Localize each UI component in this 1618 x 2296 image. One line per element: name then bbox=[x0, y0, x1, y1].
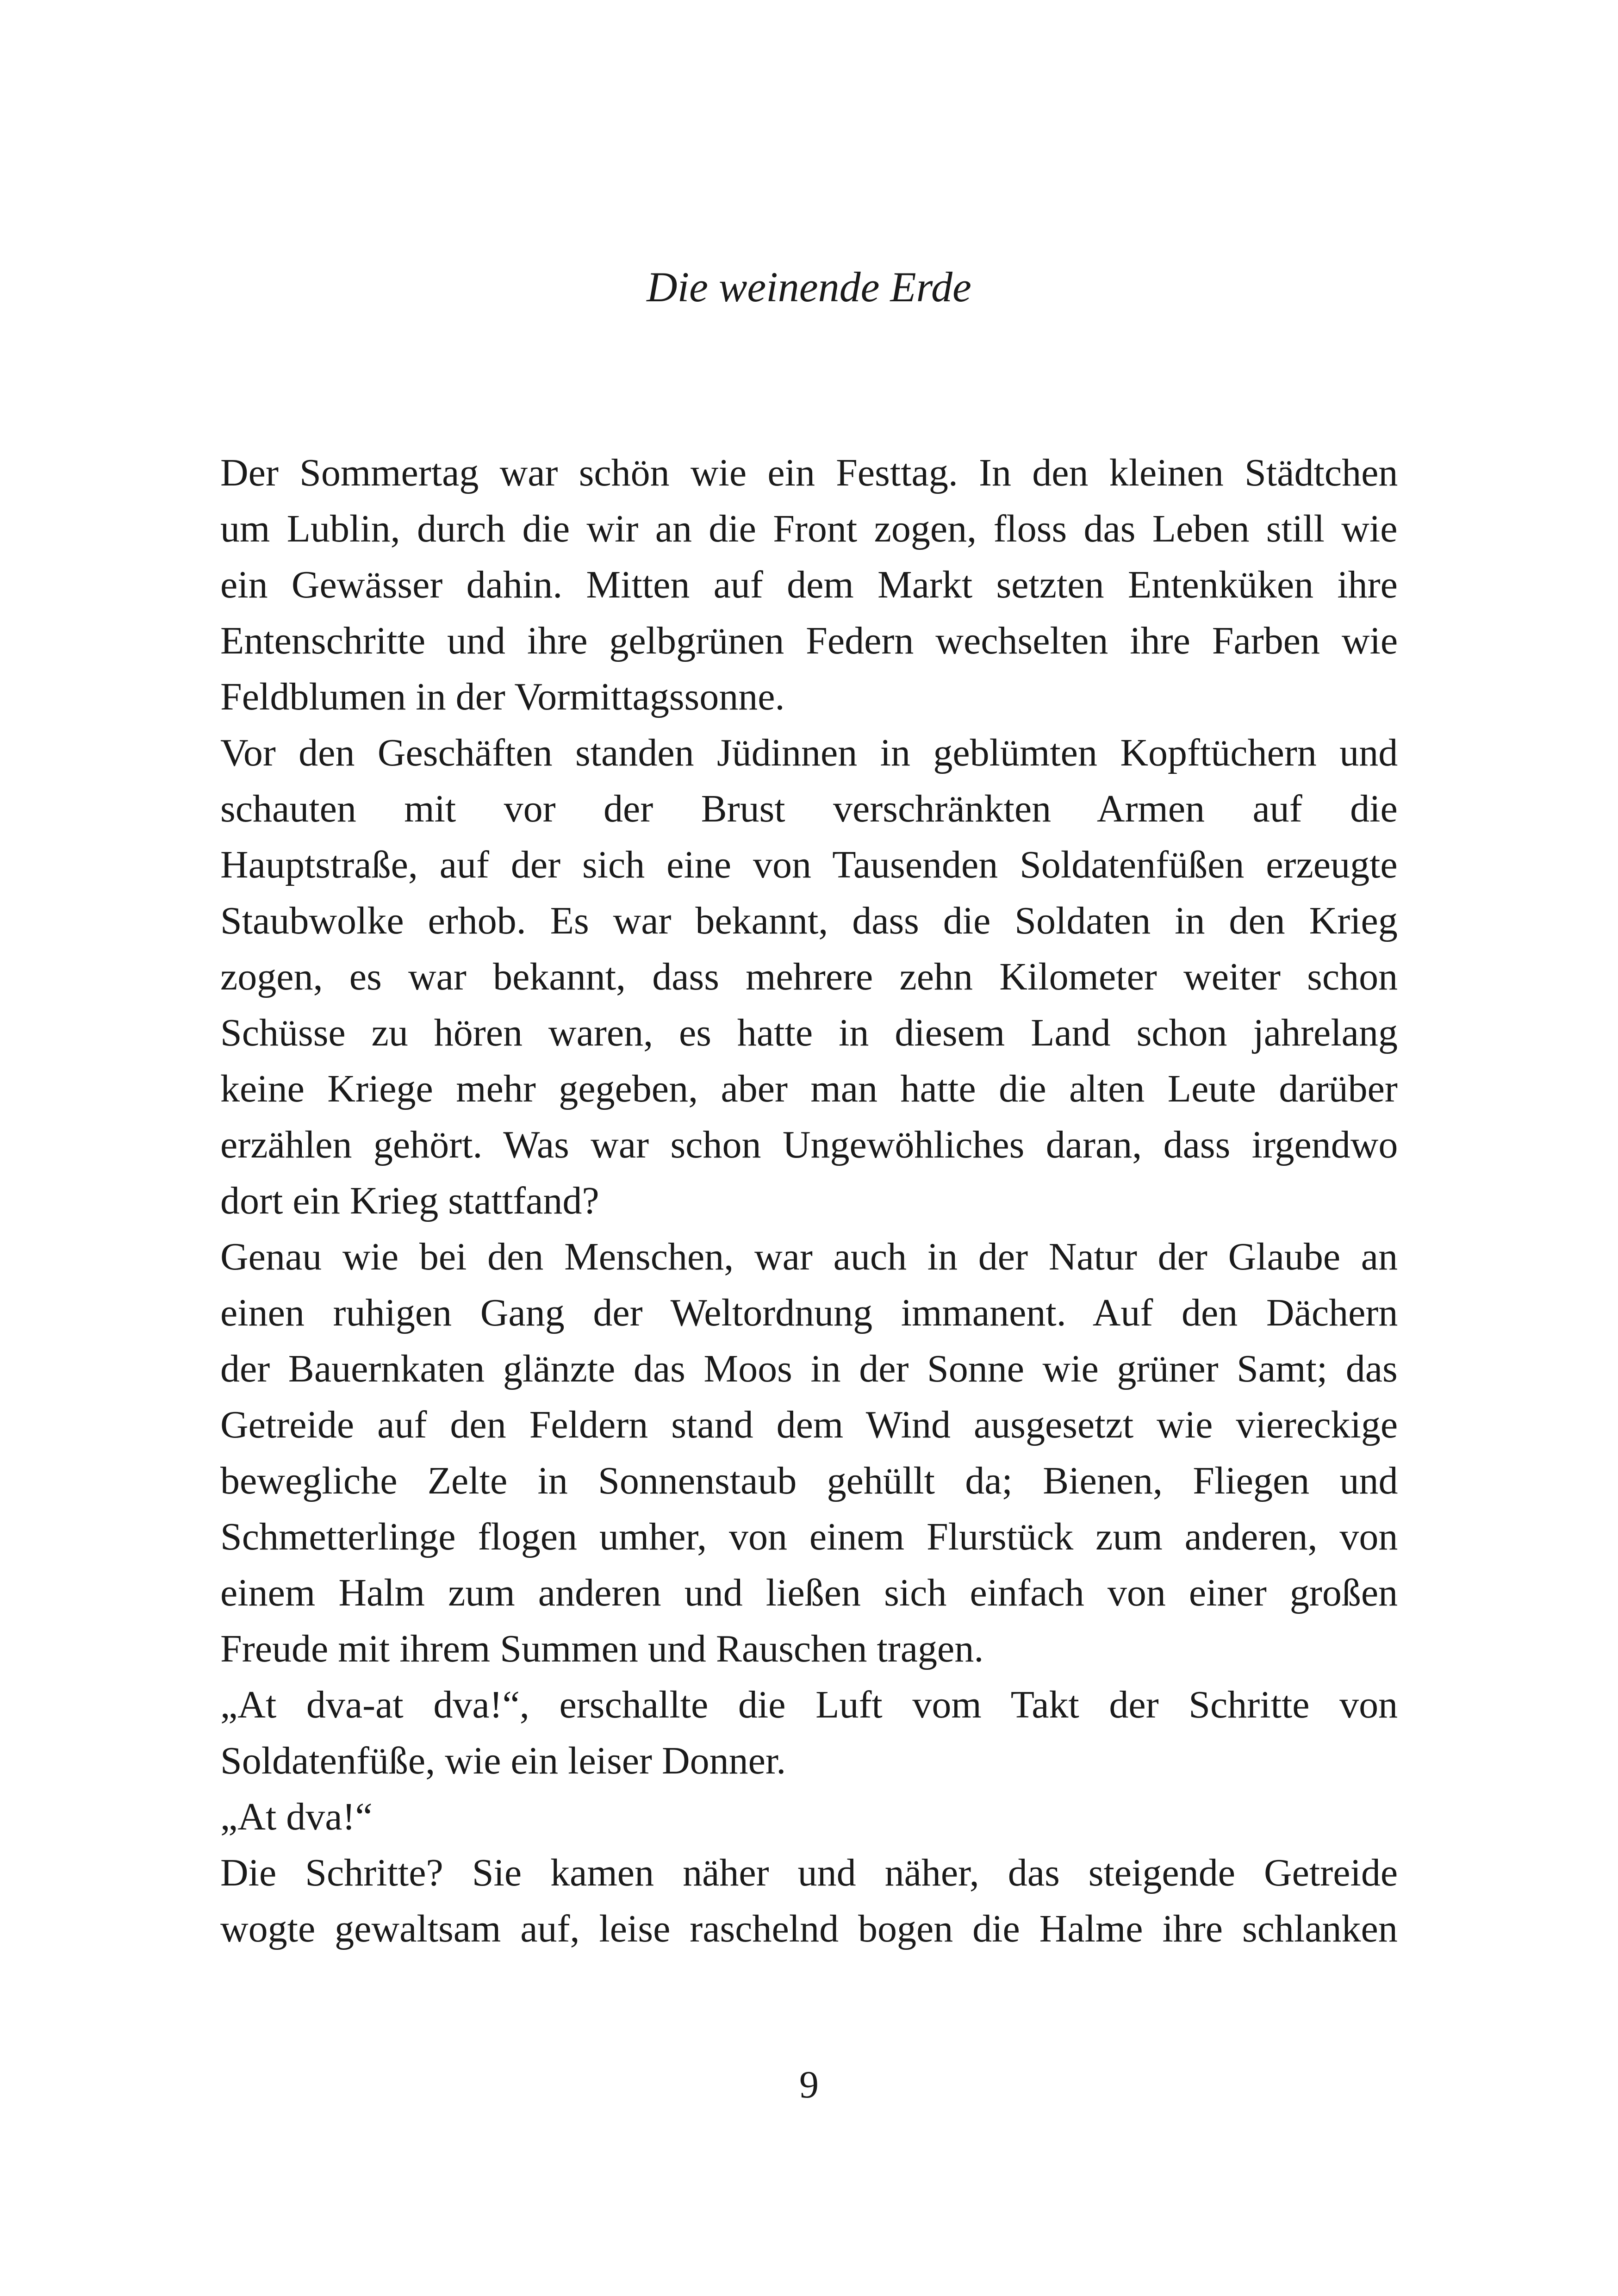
body-text bbox=[220, 445, 1398, 1957]
text-line: Genau wie bei den Menschen, war auch in der Natur der Glaube an bbox=[220, 1235, 1398, 1278]
text-line: „At dva-at dva!“, erschallte die Luft vom Takt der Schritte von bbox=[220, 1683, 1398, 1726]
text-line: „At dva!“ bbox=[220, 1795, 373, 1838]
text-line: ein Gewässer dahin. Mitten auf dem Markt setzten Entenküken ihre bbox=[220, 563, 1398, 606]
chapter-title: Die weinende Erde bbox=[647, 263, 971, 311]
text-line: erzählen gehört. Was war schon Ungewöhliches daran, dass irgendwo bbox=[220, 1123, 1398, 1166]
page-number: 9 bbox=[799, 2063, 819, 2106]
text-line: keine Kriege mehr gegeben, aber man hatte die alten Leute darüber bbox=[220, 1067, 1398, 1110]
text-line: wogte gewaltsam auf, leise raschelnd bogen die Halme ihre schlanken bbox=[220, 1907, 1398, 1950]
text-line: Getreide auf den Feldern stand dem Wind ausgesetzt wie viereckige bbox=[220, 1403, 1398, 1446]
text-line: Soldatenfüße, wie ein leiser Donner. bbox=[220, 1739, 786, 1782]
text-line: Schüsse zu hören waren, es hatte in diesem Land schon jahrelang bbox=[220, 1011, 1398, 1054]
text-line: Hauptstraße, auf der sich eine von Tausenden Soldatenfüßen erzeugte bbox=[220, 843, 1398, 886]
text-line: dort ein Krieg stattfand? bbox=[220, 1179, 599, 1222]
text-line: zogen, es war bekannt, dass mehrere zehn Kilometer weiter schon bbox=[220, 955, 1398, 998]
text-line: einen ruhigen Gang der Weltordnung immanent. Auf den Dächern bbox=[220, 1291, 1398, 1334]
text-line: Staubwolke erhob. Es war bekannt, dass die Soldaten in den Krieg bbox=[220, 899, 1398, 942]
text-line: Schmetterlinge flogen umher, von einem Flurstück zum anderen, von bbox=[220, 1515, 1398, 1558]
text-line: Der Sommertag war schön wie ein Festtag. In den kleinen Städtchen bbox=[220, 451, 1398, 494]
text-line: Entenschritte und ihre gelbgrünen Federn wechselten ihre Farben wie bbox=[220, 619, 1398, 662]
text-line: der Bauernkaten glänzte das Moos in der Sonne wie grüner Samt; das bbox=[220, 1347, 1398, 1390]
text-line: Feldblumen in der Vormittagssonne. bbox=[220, 675, 785, 718]
text-line: Freude mit ihrem Summen und Rauschen tragen. bbox=[220, 1627, 984, 1670]
text-line: Die Schritte? Sie kamen näher und näher, das steigende Getreide bbox=[220, 1851, 1398, 1894]
text-line: schauten mit vor der Brust verschränkten Armen auf die bbox=[220, 787, 1398, 830]
text-line: Vor den Geschäften standen Jüdinnen in geblümten Kopftüchern und bbox=[220, 731, 1398, 774]
text-line: bewegliche Zelte in Sonnenstaub gehüllt da; Bienen, Fliegen und bbox=[220, 1459, 1398, 1502]
text-line: um Lublin, durch die wir an die Front zogen, floss das Leben still wie bbox=[220, 507, 1398, 550]
text-line: einem Halm zum anderen und ließen sich einfach von einer großen bbox=[220, 1571, 1398, 1614]
